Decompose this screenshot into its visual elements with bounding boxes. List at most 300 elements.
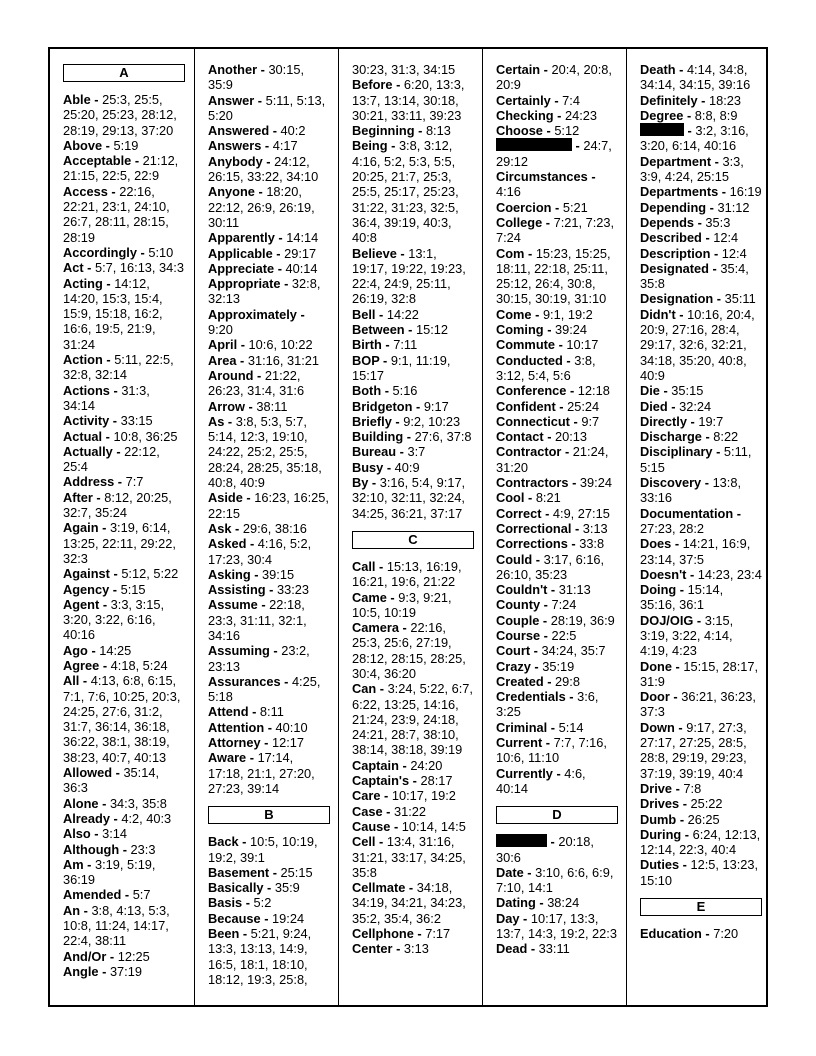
entry-refs: 12:4	[713, 230, 739, 246]
entry-term: Does	[640, 536, 672, 552]
entry-separator: -	[390, 818, 402, 834]
entry-refs: 37:19	[109, 963, 142, 979]
index-entry	[640, 261, 762, 292]
index-entry	[63, 520, 185, 566]
entry-separator: -	[565, 689, 578, 705]
index-entry	[63, 887, 185, 902]
entry-separator: -	[684, 123, 696, 139]
entry-term: DOJ/OIG	[640, 612, 694, 628]
index-entry	[208, 926, 330, 987]
entry-term: As	[208, 413, 225, 429]
entry-term: Able	[63, 92, 91, 107]
index-entry	[496, 490, 618, 505]
entry-refs: 32:24	[679, 398, 712, 414]
entry-separator: -	[568, 475, 580, 491]
entry-separator: -	[540, 627, 552, 643]
entry-separator: -	[398, 620, 411, 636]
index-entry	[63, 260, 185, 275]
entry-refs: 3:15, 3:19, 3:22, 4:14, 4:19, 4:23	[640, 612, 734, 659]
entry-refs: 3:7	[407, 444, 426, 460]
index-entry	[496, 169, 618, 200]
entry-refs: 5:14	[558, 719, 584, 735]
entry-term: Assurances	[208, 673, 281, 689]
entry-refs: 40:10	[275, 719, 308, 735]
entry-term: Bureau	[352, 444, 397, 460]
index-entry	[496, 108, 618, 123]
index-entry	[208, 911, 330, 926]
entry-refs: 4:16	[496, 184, 521, 200]
index-entry	[208, 261, 330, 276]
entry-separator: -	[376, 681, 388, 697]
entry-term: Birth	[352, 337, 382, 353]
index-entry	[352, 414, 474, 429]
entry-refs: 5:11, 22:5, 32:8, 32:14	[63, 352, 174, 383]
index-entry	[352, 322, 474, 337]
entry-separator: -	[551, 199, 563, 215]
index-entry	[640, 582, 762, 613]
index-entry	[640, 414, 762, 429]
entry-separator: -	[264, 719, 276, 735]
entry-separator: -	[555, 398, 568, 414]
entry-refs: 14:12, 14:20, 15:3, 15:4, 15:9, 15:18, 16:2, 16:6, 19:5, 21:9, 31:24	[63, 275, 163, 352]
entry-term: Correctional	[496, 520, 572, 536]
index-entry	[63, 765, 185, 796]
entry-refs: 3:24, 5:22, 6:7, 6:22, 13:25, 14:16, 21:24, 23:9, 24:18, 24:21, 28:7, 38:10, 38:14, 38:18, 39:19	[352, 681, 473, 758]
entry-term: Disciplinary	[640, 444, 713, 460]
entry-separator: -	[109, 382, 122, 398]
entry-refs: 5:7, 16:13, 34:3	[95, 260, 184, 276]
entry-term: Designation	[640, 291, 714, 307]
index-entry	[208, 353, 330, 368]
index-entry	[640, 93, 762, 108]
index-entry	[496, 444, 618, 475]
entry-refs: 12:5, 13:23, 15:10	[640, 857, 759, 888]
entry-term: Court	[496, 643, 531, 659]
entry-refs: 5:21, 9:24, 13:3, 13:13, 14:9, 16:5, 18:1, 18:10, 18:12, 19:3, 25:8,	[208, 926, 312, 987]
index-entry	[352, 460, 474, 475]
index-entry	[640, 926, 762, 941]
entry-refs: 14:23, 23:4	[697, 566, 762, 582]
entry-separator: -	[244, 398, 257, 414]
entry-term: Basis	[208, 895, 243, 911]
entry-term: Definitely	[640, 92, 698, 108]
index-entry	[352, 819, 474, 834]
entry-separator: -	[701, 475, 713, 491]
entry-term: And/Or	[63, 948, 107, 964]
entry-refs: 3:19, 6:14, 13:25, 22:11, 29:22, 32:3	[63, 520, 176, 566]
entry-refs: 7:7, 7:16, 10:6, 11:10	[496, 735, 607, 766]
entry-refs: 34:24, 35:7	[541, 643, 606, 659]
index-entry	[352, 62, 474, 77]
entry-refs: 3:16, 5:4, 9:17, 32:10, 32:11, 32:24, 34:25, 36:21, 37:17	[352, 475, 466, 521]
entry-separator: -	[679, 857, 691, 873]
index-entry	[640, 383, 762, 398]
entry-refs: 15:12	[416, 322, 449, 338]
index-entry	[63, 444, 185, 475]
entry-refs: 7:17	[425, 926, 451, 942]
entry-term: Answers	[208, 138, 262, 154]
entry-separator: -	[238, 834, 250, 850]
entry-refs: 5:11, 5:13, 5:20	[208, 92, 326, 123]
entry-refs: 16:19	[729, 184, 762, 200]
entry-refs: 8:11	[259, 704, 284, 720]
entry-refs: 25:3, 25:5, 25:20, 25:23, 28:12, 28:19, 29:13, 37:20	[63, 92, 177, 138]
index-entry	[352, 834, 474, 880]
entry-refs: 8:22	[713, 429, 739, 445]
index-entry	[640, 230, 762, 245]
entry-term: Education	[640, 926, 702, 942]
entry-separator: -	[112, 443, 125, 459]
entry-refs: 4:25, 5:18	[208, 673, 321, 705]
entry-term: Also	[63, 826, 91, 842]
index-entry	[208, 399, 330, 414]
entry-separator: -	[242, 895, 254, 911]
entry-term: Acceptable	[63, 153, 132, 169]
index-entry	[640, 475, 762, 506]
entry-separator: -	[553, 107, 565, 123]
index-entry	[640, 154, 762, 185]
entry-term: Departments	[640, 184, 719, 200]
entry-separator: -	[566, 383, 578, 399]
index-entry	[63, 153, 185, 184]
entry-term: Between	[352, 322, 405, 338]
entry-refs: 5:15	[120, 581, 146, 597]
entry-term: Cellphone	[352, 926, 414, 942]
entry-refs: 4:16, 5:2, 17:23, 30:4	[208, 536, 312, 567]
index-entry	[640, 444, 762, 475]
entry-refs: 22:18, 23:3, 31:11, 32:1, 34:16	[208, 597, 307, 643]
entry-refs: 30:15, 35:9	[208, 62, 305, 93]
entry-term: Cause	[352, 818, 391, 834]
entry-term: Coming	[496, 322, 544, 338]
entry-term: Acting	[63, 275, 103, 291]
entry-term: Action	[63, 352, 103, 368]
entry-refs: 9:2, 10:23	[403, 413, 461, 429]
entry-term: Current	[496, 735, 543, 751]
index-entry	[63, 597, 185, 643]
index-entry	[640, 200, 762, 215]
entry-refs: 39:24	[555, 322, 588, 338]
entry-separator: -	[80, 902, 92, 918]
entry-refs: 6:20, 13:3, 13:7, 13:14, 30:18, 30:21, 33:11, 39:23	[352, 77, 465, 123]
entry-refs: 4:9, 27:15	[552, 505, 610, 521]
entry-separator: -	[246, 536, 258, 552]
entry-separator: -	[274, 230, 287, 246]
entry-term: Created	[496, 673, 544, 689]
entry-separator: -	[102, 137, 114, 153]
entry-separator: -	[83, 856, 95, 872]
index-entry	[352, 307, 474, 322]
entry-refs: 7:21, 7:23, 7:24	[496, 214, 615, 246]
index-entry	[63, 673, 185, 765]
entry-term: Believe	[352, 245, 397, 261]
index-entry	[63, 92, 185, 138]
entry-term: Apparently	[208, 230, 275, 246]
index-entry	[63, 352, 185, 383]
entry-refs: 23:3	[130, 841, 156, 857]
entry-term: Activity	[63, 413, 110, 429]
entry-term: Directly	[640, 413, 687, 429]
entry-term: Care	[352, 788, 381, 804]
entry-separator: -	[250, 566, 263, 582]
entry-refs: 5:19	[113, 137, 139, 153]
entry-refs: 29:8	[555, 673, 580, 689]
index-entry	[640, 62, 762, 93]
entry-separator: -	[569, 413, 582, 429]
entry-refs: 3:17, 6:16, 26:10, 35:23	[496, 551, 605, 582]
index-entry	[63, 811, 185, 826]
entry-term: By	[352, 475, 369, 491]
entry-term: Confident	[496, 398, 556, 414]
entry-refs: 35:3	[705, 214, 731, 230]
entry-refs: 9:20	[208, 322, 233, 338]
entry-separator: -	[242, 490, 255, 506]
entry-term: Certain	[496, 62, 541, 77]
entry-refs: 20:18, 30:6	[496, 834, 594, 865]
index-entry	[496, 582, 618, 597]
entry-term: Crazy	[496, 658, 531, 674]
index-entry	[63, 429, 185, 444]
index-entry	[640, 429, 762, 444]
entry-separator: -	[543, 429, 556, 445]
index-page	[48, 47, 768, 1007]
index-entry	[496, 93, 618, 108]
index-entry	[640, 399, 762, 414]
entry-term: Call	[352, 558, 376, 574]
entry-separator: -	[109, 810, 122, 826]
entry-term: Busy	[352, 459, 384, 475]
entry-refs: 9:1, 11:19, 15:17	[352, 352, 451, 383]
entry-refs: 23:2, 23:13	[208, 643, 310, 674]
entry-term: Drive	[640, 780, 673, 796]
entry-refs: 21:12, 21:15, 22:5, 22:9	[63, 153, 179, 184]
index-entry	[63, 796, 185, 811]
entry-refs: 31:22	[393, 803, 426, 819]
index-entry	[208, 521, 330, 536]
entry-separator: -	[79, 673, 91, 689]
entry-term: Died	[640, 398, 668, 414]
entry-refs: 25:15	[280, 864, 313, 880]
entry-separator: -	[405, 880, 417, 896]
entry-separator: -	[547, 719, 559, 735]
section-header-b: B	[208, 806, 330, 824]
index-entry	[496, 322, 618, 337]
entry-refs: 18:20, 22:12, 26:9, 26:19, 30:11	[208, 184, 315, 230]
entry-separator: -	[676, 811, 688, 827]
entry-refs: 8:13	[425, 123, 451, 139]
entry-separator: -	[90, 826, 103, 842]
entry-term: Agency	[63, 581, 110, 597]
entry-separator: -	[375, 558, 387, 574]
entry-separator: -	[675, 306, 688, 322]
section-header-e: E	[640, 898, 762, 916]
index-entry	[208, 154, 330, 185]
entry-term: Degree	[640, 107, 684, 123]
index-entry	[496, 246, 618, 307]
entry-separator: -	[550, 92, 563, 108]
redacted-term	[640, 123, 684, 136]
entry-separator: -	[706, 199, 718, 215]
entry-term: Briefly	[352, 413, 392, 429]
entry-separator: -	[555, 337, 567, 353]
entry-separator: -	[712, 444, 724, 460]
entry-term: Duties	[640, 857, 680, 873]
entry-refs: 10:17	[566, 337, 599, 353]
entry-refs: 34:18, 34:19, 34:21, 34:23, 35:2, 35:4, 36:2	[352, 880, 466, 926]
entry-refs: 28:19, 36:9	[550, 612, 615, 628]
index-entry	[352, 926, 474, 941]
entry-refs: 3:8, 5:3, 5:7, 5:14, 12:3, 19:10, 24:22, 25:2, 25:5, 28:24, 28:25, 35:18, 40:8, 40:9	[208, 413, 322, 491]
index-entry	[208, 138, 330, 153]
index-column-1	[50, 49, 194, 1005]
entry-separator: -	[109, 581, 121, 597]
entry-separator: -	[391, 413, 404, 429]
entry-separator: -	[676, 582, 688, 598]
index-entry	[63, 413, 185, 428]
entry-term: All	[63, 673, 80, 689]
entry-refs: 14:21, 16:9, 23:14, 37:5	[640, 536, 751, 567]
index-entry	[640, 796, 762, 811]
index-entry	[208, 123, 330, 138]
index-entry	[496, 552, 618, 583]
index-column-3	[338, 49, 482, 1005]
entry-term: Camera	[352, 620, 399, 636]
index-entry	[640, 108, 762, 123]
entry-term: Center	[352, 941, 393, 957]
entry-refs: 35:15	[671, 383, 704, 399]
entry-separator: -	[404, 322, 416, 338]
entry-refs: 9:17	[423, 398, 449, 414]
entry-refs: 7:11	[393, 337, 418, 353]
index-entry	[496, 597, 618, 612]
entry-term: Beginning	[352, 123, 415, 139]
entry-separator: -	[672, 658, 684, 674]
entry-refs: 31:3, 34:14	[63, 382, 150, 413]
index-entry	[63, 857, 185, 888]
entry-refs: 22:16, 25:3, 25:6, 27:19, 28:12, 28:15, 28:25, 30:4, 36:20	[352, 620, 466, 681]
entry-refs: 9:1, 19:2	[542, 306, 593, 322]
entry-term: Corrections	[496, 536, 568, 552]
index-entry	[640, 506, 762, 537]
entry-refs: 5:2	[253, 895, 272, 911]
index-entry	[208, 674, 330, 705]
entry-refs: 14:14	[286, 230, 319, 246]
entry-refs: 6:24, 12:13, 12:14, 22:3, 40:4	[640, 826, 761, 858]
entry-separator: -	[541, 505, 553, 521]
index-entry	[352, 77, 474, 123]
entry-refs: 3:13	[403, 941, 429, 957]
index-entry	[352, 620, 474, 681]
entry-term: Against	[63, 566, 110, 582]
index-entry	[63, 566, 185, 581]
entry-refs: 7:4	[562, 92, 580, 108]
entry-term: Approximately	[208, 306, 297, 322]
entry-separator: -	[239, 926, 251, 942]
index-entry	[640, 689, 762, 720]
entry-refs: 27:23, 28:2	[640, 520, 705, 536]
entry-term: Attend	[208, 704, 249, 720]
entry-term: Asked	[208, 536, 247, 552]
entry-term: Again	[63, 520, 99, 536]
entry-separator: -	[261, 138, 273, 154]
entry-separator: -	[701, 230, 714, 246]
index-entry	[352, 880, 474, 926]
entry-term: Circumstances	[496, 169, 588, 185]
entry-refs: 31:13	[558, 582, 591, 598]
entry-separator: -	[527, 941, 539, 957]
entry-refs: 40:9	[394, 459, 420, 475]
entry-refs: 15:14, 35:16, 36:1	[640, 582, 724, 613]
entry-separator: -	[530, 658, 543, 674]
entry-separator: -	[87, 642, 100, 658]
entry-refs: 3:3, 3:15, 3:20, 3:22, 6:16, 40:16	[63, 596, 165, 643]
redacted-term	[496, 834, 547, 847]
index-entry	[63, 643, 185, 658]
index-entry	[640, 659, 762, 690]
entry-refs: 38:24	[547, 895, 580, 911]
entry-separator: -	[90, 92, 103, 107]
entry-refs: 16:23, 16:25, 22:15	[208, 490, 329, 521]
entry-term: Conference	[496, 383, 567, 399]
entry-separator: -	[672, 780, 684, 796]
entry-separator: -	[567, 536, 580, 552]
index-entry	[352, 246, 474, 307]
entry-separator: -	[694, 214, 706, 230]
entry-refs: 24:7, 29:12	[496, 138, 612, 169]
entry-term: Actions	[63, 382, 110, 398]
entry-refs: 28:17	[420, 773, 453, 789]
entry-refs: 36:21, 36:23, 37:3	[640, 689, 756, 720]
index-column-2	[194, 49, 338, 1005]
entry-separator: -	[381, 383, 393, 399]
index-entry	[208, 536, 330, 567]
entry-refs: 5:10	[148, 244, 174, 260]
entry-refs: 10:17, 13:3, 13:7, 14:3, 19:2, 22:3	[496, 910, 617, 942]
entry-separator: -	[387, 138, 399, 154]
entry-separator: -	[380, 788, 392, 804]
entry-separator: -	[98, 795, 110, 811]
entry-separator: -	[519, 910, 531, 926]
index-entry	[208, 582, 330, 597]
entry-term: BOP	[352, 352, 380, 368]
index-entry	[496, 200, 618, 215]
index-entry	[63, 903, 185, 949]
entry-separator: -	[524, 490, 536, 506]
entry-term: Amended	[63, 887, 122, 903]
entry-separator: -	[398, 757, 411, 773]
entry-term: Anyone	[208, 184, 255, 200]
entry-term: Described	[640, 230, 702, 246]
entry-term: Agree	[63, 657, 100, 673]
entry-separator: -	[733, 505, 741, 521]
entry-refs: 7:20	[713, 926, 739, 942]
entry-separator: -	[667, 398, 680, 414]
entry-separator: -	[572, 138, 584, 154]
entry-separator: -	[254, 92, 266, 108]
entry-refs: 25:22	[690, 796, 723, 812]
entry-refs: 15:13, 16:19, 16:21, 19:6, 21:22	[352, 558, 462, 590]
entry-term: After	[63, 489, 93, 505]
entry-refs: 22:5	[551, 627, 577, 643]
index-entry	[496, 506, 618, 521]
entry-separator: -	[708, 260, 721, 276]
index-entry	[63, 826, 185, 841]
entry-term: Case	[352, 803, 383, 819]
index-entry	[496, 475, 618, 490]
entry-separator: -	[561, 444, 573, 460]
entry-refs: 8:12, 20:25, 32:7, 35:24	[63, 489, 172, 521]
index-entry	[63, 582, 185, 597]
